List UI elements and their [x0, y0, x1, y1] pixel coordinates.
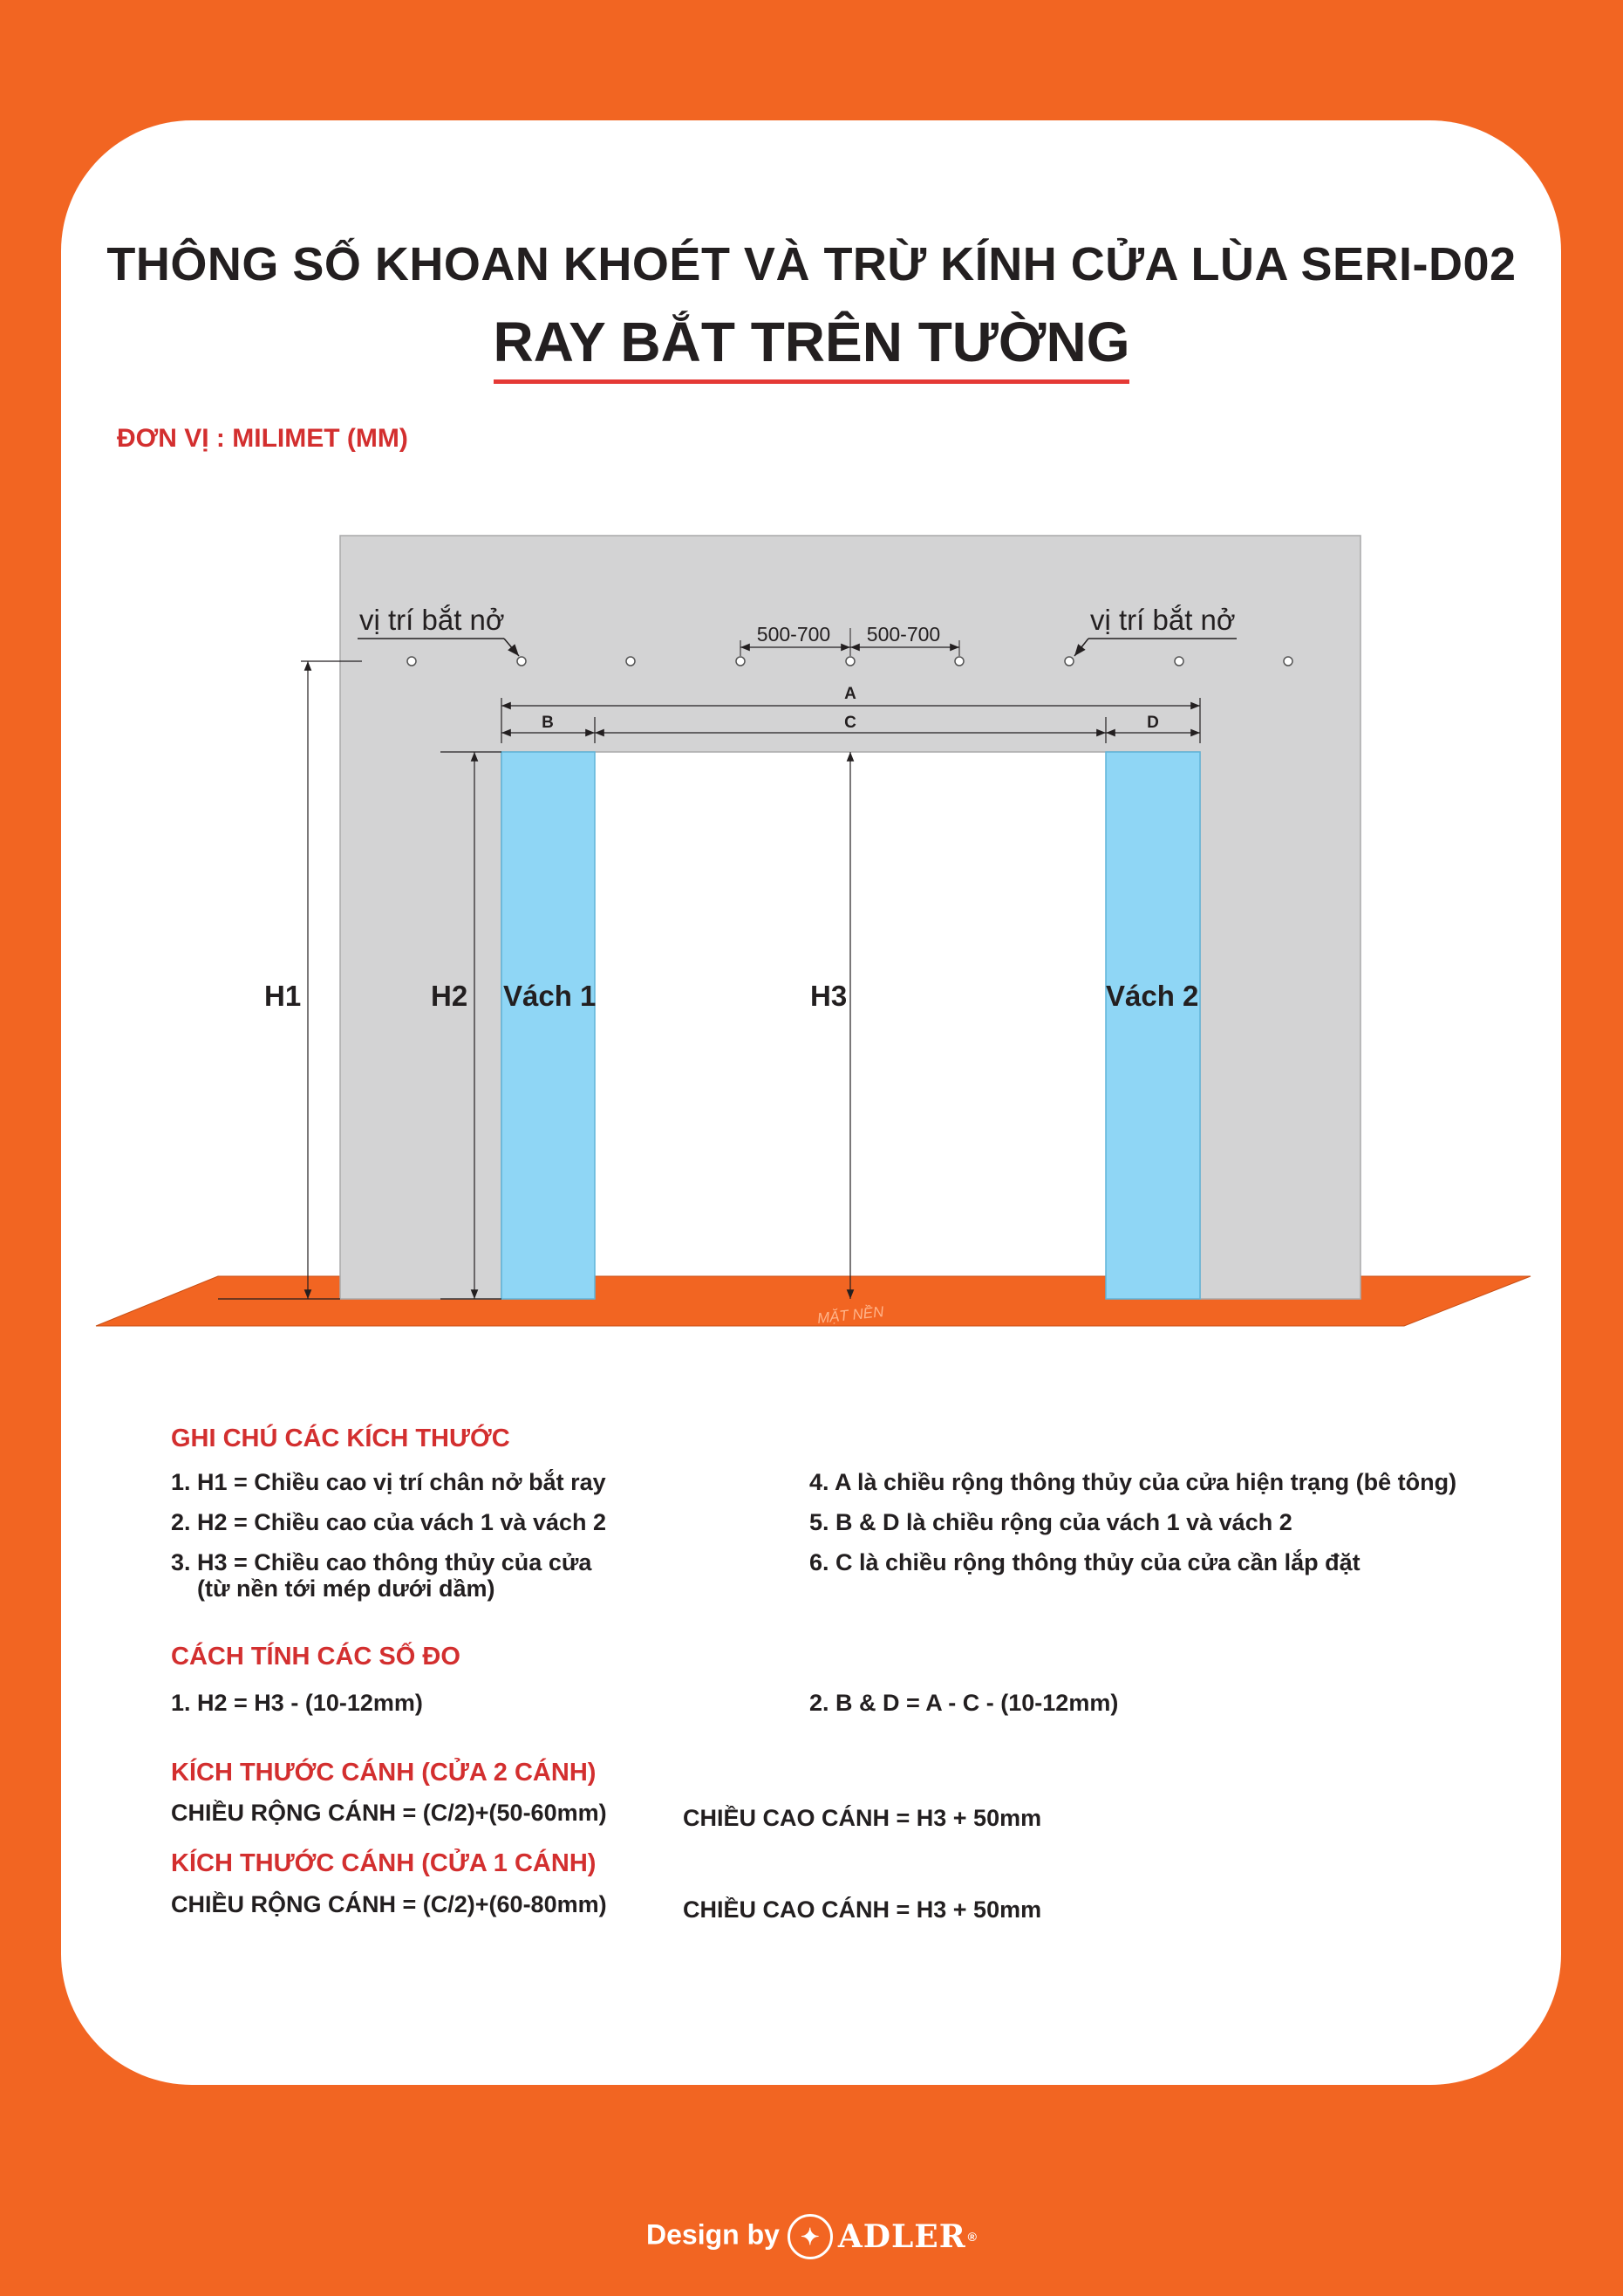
anchor-hole [1284, 657, 1292, 666]
leaf1-width: CHIỀU RỘNG CÁNH = (C/2)+(60-80mm) [171, 1891, 607, 1917]
footer [0, 2214, 1623, 2259]
anchor-hole [626, 657, 635, 666]
spacing-label-left: 500-700 [756, 623, 831, 646]
leaf2-heading: KÍCH THƯỚC CÁNH (CỬA 2 CÁNH) [171, 1759, 597, 1787]
spacing-label-right: 500-700 [866, 623, 941, 646]
dim-a-label: A [844, 685, 856, 703]
anchor-hole [1065, 657, 1074, 666]
note-item-3: 3. H3 = Chiều cao thông thủy của cửa [171, 1549, 592, 1575]
glass-panel-2 [1106, 752, 1200, 1299]
anchor-hole [846, 657, 855, 666]
dim-c-label: C [844, 714, 856, 732]
h2-label: H2 [431, 980, 468, 1012]
glass-panel-1 [501, 752, 595, 1299]
calc-heading: CÁCH TÍNH CÁC SỐ ĐO [171, 1643, 460, 1671]
note-item-1: 1. H1 = Chiều cao vị trí chân nở bắt ray [171, 1469, 606, 1495]
leaf1-heading: KÍCH THƯỚC CÁNH (CỬA 1 CÁNH) [171, 1849, 597, 1877]
note-item-4: 4. A là chiều rộng thông thủy của cửa hiện trạng (bê tông) [809, 1469, 1457, 1495]
h1-label: H1 [264, 980, 302, 1012]
h3-label: H3 [810, 980, 848, 1012]
note-item-3-continued: (từ nền tới mép dưới dầm) [197, 1575, 495, 1602]
note-item-6: 6. C là chiều rộng thông thủy của cửa cần lắp đặt [809, 1549, 1360, 1575]
dim-d-label: D [1147, 714, 1159, 732]
dim-b-label: B [542, 714, 554, 732]
calc-item-1: 1. H2 = H3 - (10-12mm) [171, 1690, 423, 1716]
registered-mark: ® [967, 2230, 977, 2244]
anchor-hole [736, 657, 745, 666]
leaf1-height: CHIỀU CAO CÁNH = H3 + 50mm [683, 1896, 1042, 1923]
anchor-hole [955, 657, 964, 666]
leaf2-width: CHIỀU RỘNG CÁNH = (C/2)+(50-60mm) [171, 1800, 607, 1826]
anchor-hole [517, 657, 526, 666]
anchor-label-left: vị trí bắt nở [359, 604, 505, 636]
brand [788, 2214, 977, 2259]
leaf2-height: CHIỀU CAO CÁNH = H3 + 50mm [683, 1805, 1042, 1831]
note-item-5: 5. B & D là chiều rộng của vách 1 và vách 2 [809, 1509, 1292, 1535]
design-by-text: Design by [646, 2218, 780, 2251]
panel-1-label: Vách 1 [503, 980, 597, 1012]
brand-name: ADLER [837, 2218, 966, 2255]
anchor-hole [1175, 657, 1183, 666]
panel-2-label: Vách 2 [1106, 980, 1199, 1012]
calc-item-2: 2. B & D = A - C - (10-12mm) [809, 1690, 1119, 1716]
eagle-logo-icon: ✦ [788, 2214, 833, 2259]
page-subtitle: RAY BẮT TRÊN TƯỜNG [494, 310, 1130, 384]
note-item-2: 2. H2 = Chiều cao của vách 1 và vách 2 [171, 1509, 607, 1535]
anchor-label-right: vị trí bắt nở [1090, 604, 1236, 636]
page-title: THÔNG SỐ KHOAN KHOÉT VÀ TRỪ KÍNH CỬA LÙA SERI-D02 [106, 238, 1517, 290]
anchor-hole [407, 657, 416, 666]
notes-heading: GHI CHÚ CÁC KÍCH THƯỚC [171, 1425, 510, 1452]
floor-label: MẶT NỀN [816, 1303, 885, 1327]
unit-label: ĐƠN VỊ : MILIMET (MM) [117, 424, 408, 453]
